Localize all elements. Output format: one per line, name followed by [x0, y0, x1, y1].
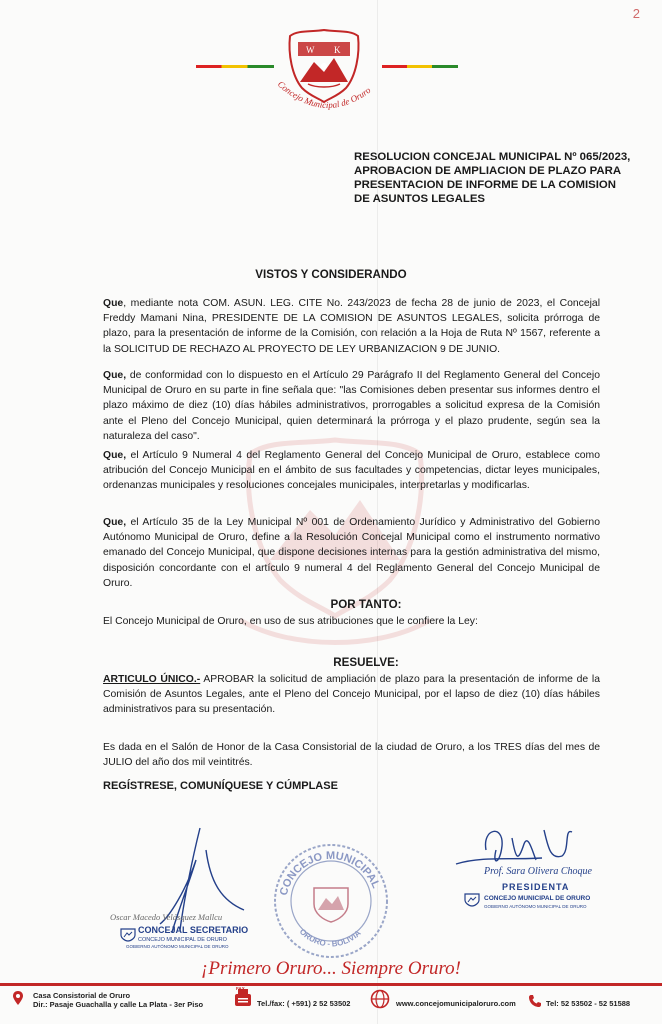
- section-vistos: VISTOS Y CONSIDERANDO: [255, 268, 407, 281]
- svg-text:K: K: [334, 45, 341, 55]
- footer-address-line1: Casa Consistorial de Oruro: [33, 991, 131, 1000]
- paragraph-lead: Que: [103, 298, 124, 309]
- dada-text: Es dada en el Salón de Honor de la Casa Consistorial de la ciudad de Oruro, a los TRES días del mes de JULIO del año dos mil veintitrés.: [103, 742, 600, 769]
- articulo-label: ARTICULO ÚNICO.-: [103, 674, 201, 685]
- svg-text:W: W: [306, 45, 315, 55]
- page-number: 2: [632, 6, 640, 21]
- paragraph-lead: Que,: [103, 517, 127, 528]
- footer-tel: Tel: 52 53502 - 52 51588: [546, 999, 631, 1008]
- title-line: PRESENTACION DE INFORME DE LA COMISION: [354, 179, 616, 191]
- footer-website[interactable]: www.concejomunicipaloruro.com: [396, 999, 516, 1008]
- title-line: APROBACION DE AMPLIACION DE PLAZO PARA: [354, 165, 622, 177]
- location-pin-icon: [12, 990, 24, 1006]
- registrese-text: REGÍSTRESE, COMUNÍQUESE Y CÚMPLASE: [103, 780, 338, 792]
- paragraph-text: el Artículo 9 Numeral 4 del Reglamento General del Concejo Municipal de Oruro, establece como atribución del Concejo Municipal en el ámbito de sus facultades y competencias, dictar leyes municipales, ordenanzas municipales y resoluciones concejales municipales, interpretarlas y modificarlas.: [103, 450, 600, 492]
- footer-phone: Tel./fax: ( +591) 2 52 53502: [257, 999, 351, 1008]
- paragraph: [103, 448, 600, 494]
- footer-slogan: ¡Primero Oruro... Siempre Oruro!: [200, 958, 461, 979]
- council-logo-icon: [120, 928, 136, 942]
- svg-text:CONCEJO MUNICIPAL: CONCEJO MUNICIPAL: [277, 849, 382, 897]
- fax-icon: [233, 988, 253, 1008]
- paragraph-lead: Que,: [103, 370, 127, 381]
- flag-stripe-left: [196, 65, 274, 68]
- signer-left-org: CONCEJO MUNICIPAL DE ORURO: [138, 937, 227, 943]
- paragraph-text: el Artículo 35 de la Ley Municipal Nº 001 de Ordenamiento Jurídico y Administrativo del Gobierno Autónomo Municipal de Oruro, define a la Resolución Concejal Municipal como el instrumento normativo emanado del Concejo Municipal, que dispone decisiones internas para la gestión administrativa del mismo, disposición concordante con el artículo 9 numeral 4 del Reglamento General del Concejo Municipal de Oruro.: [103, 517, 600, 589]
- svg-text:Concejo Municipal de Oruro: Concejo Municipal de Oruro: [275, 78, 373, 111]
- phone-icon: [528, 994, 542, 1008]
- footer-address-line2: Dir.: Pasaje Guachalla y calle La Plata - 3er Piso: [33, 1000, 204, 1009]
- signer-right-title: PRESIDENTA: [502, 882, 570, 892]
- footer: [0, 986, 662, 1024]
- title-line: DE ASUNTOS LEGALES: [354, 193, 486, 205]
- official-seal-icon: [272, 842, 390, 960]
- signer-right-org2: GOBIERNO AUTÓNOMO MUNICIPAL DE ORURO: [484, 904, 587, 909]
- council-logo-icon: [464, 893, 480, 907]
- articulo-unico: [103, 672, 600, 718]
- articulo-text: APROBAR la solicitud de ampliación de plazo para la presentación de informe de la Comisión de Asuntos Legales, ante el Pleno del Concejo Municipal, por el lapso de diez (10) días hábiles administrativos para su presentación.: [103, 674, 600, 716]
- signer-right-org: CONCEJO MUNICIPAL DE ORURO: [484, 895, 591, 902]
- paragraph-text: , mediante nota COM. ASUN. LEG. CITE No. 243/2023 de fecha 28 de junio de 2023, el Concejal Freddy Mamani Nina, PRESIDENTE DE LA COMISION DE ASUNTOS LEGALES, solicita prórroga de plazo, para la presentación de informe de la Comisión, con relación a la Hoja de Ruta Nº 1567, referente a la SOLICITUD DE RECHAZO AL PROYECTO DE LEY URBANIZACION 9 DE JUNIO.: [103, 298, 600, 355]
- flag-stripe-right: [382, 65, 458, 68]
- emblem-caption: [268, 72, 388, 132]
- portanto-text: El Concejo Municipal de Oruro, en uso de sus atribuciones que le confiere la Ley:: [103, 616, 478, 627]
- resolution-title: [354, 150, 631, 206]
- paragraph: [103, 515, 600, 591]
- paragraph: [103, 368, 600, 444]
- globe-icon: [370, 989, 390, 1009]
- section-portanto: POR TANTO:: [330, 598, 402, 611]
- signer-left-title: CONCEJAL SECRETARIO: [138, 925, 249, 935]
- paragraph-text: de conformidad con lo dispuesto en el Artículo 29 Parágrafo II del Reglamento General del Concejo Municipal de Oruro en su parte in fine señala que: "las Comisiones deben presentar sus informes dentro el plazo máximo de diez (10) días hábiles administrativos, prorrogables a solicitud expresa de la Comisión ante el Pleno del Concejo Municipal, quien determinará la prórroga y el plazo prudente, según sea la naturaleza del caso".: [103, 370, 600, 442]
- svg-text:ORURO - BOLIVIA: ORURO - BOLIVIA: [297, 927, 363, 949]
- signature-right-icon: [452, 820, 602, 890]
- signer-left-name: Oscar Macedo Velásquez Mallcu: [110, 912, 223, 922]
- paragraph: [103, 296, 600, 357]
- paragraph-lead: Que,: [103, 450, 127, 461]
- signer-left-org2: GOBIERNO AUTÓNOMO MUNICIPAL DE ORURO: [126, 944, 229, 949]
- title-line: RESOLUCION CONCEJAL MUNICIPAL Nº 065/2023,: [354, 151, 631, 163]
- signer-right-name: Prof. Sara Olivera Choque: [484, 866, 592, 877]
- fax-label: FAX: [236, 986, 245, 991]
- section-resuelve: RESUELVE:: [333, 656, 399, 669]
